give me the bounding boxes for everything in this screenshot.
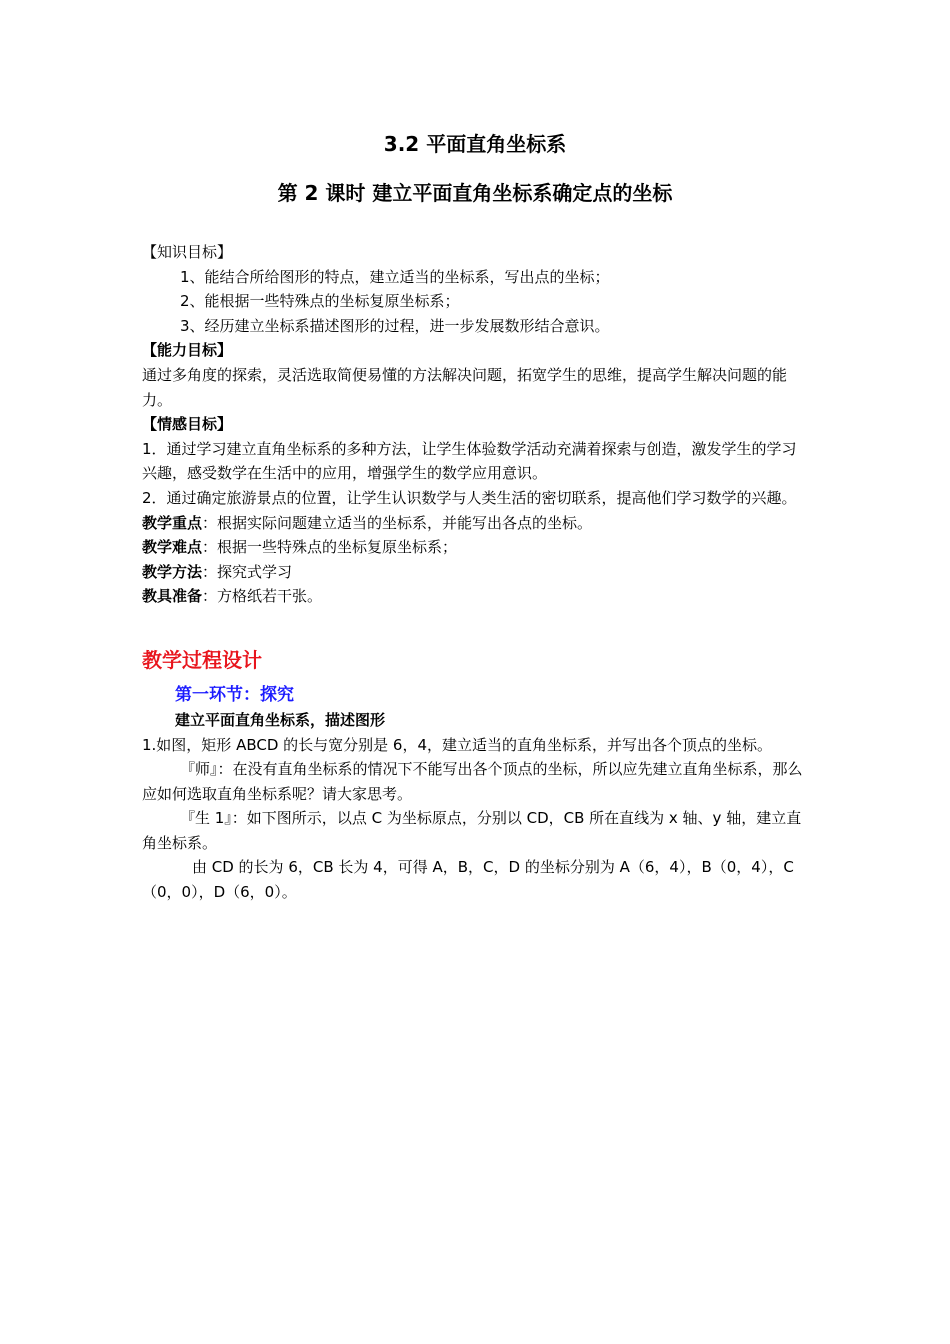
section1-subheading: 建立平面直角坐标系，描述图形 [175, 710, 386, 729]
teacher-remark: 『师』：在没有直角坐标系的情况下不能写出各个顶点的坐标，所以应先建立直角坐标系，那么应如何选取直角坐标系呢？请大家思考。 [142, 760, 803, 803]
teaching-method-label: 教学方法 [142, 562, 203, 581]
problem-1: 1.如图，矩形 ABCD 的长与宽分别是 6，4，建立适当的直角坐标系，并写出各个顶点的坐标。 [142, 735, 773, 754]
teaching-tools [142, 584, 810, 609]
teaching-tools-label: 教具准备 [142, 587, 203, 606]
emotion-heading: 【情感目标】 [142, 415, 233, 434]
ability-heading: 【能力目标】 [142, 341, 233, 360]
teaching-method [142, 560, 810, 585]
document-title: 3.2 平面直角坐标系 [383, 132, 567, 156]
teaching-difficulty [142, 535, 810, 560]
student-1-answer: 『生 1』：如下图所示，以点 C 为坐标原点，分别以 CD，CB 所在直线为 x 轴、y 轴，建立直角坐标系。 [142, 809, 802, 852]
ability-text: 通过多角度的探索，灵活选取简便易懂的方法解决问题，拓宽学生的思维，提高学生解决问题的能力。 [142, 365, 788, 409]
teaching-method-text: ：探究式学习 [202, 562, 293, 581]
knowledge-item-2: 2、能根据一些特殊点的坐标复原坐标系； [180, 292, 460, 311]
process-heading: 教学过程设计 [142, 647, 262, 672]
emotion-item-2: 2．通过确定旅游景点的位置，让学生认识数学与人类生活的密切联系，提高他们学习数学的兴趣。 [142, 488, 797, 507]
section1-heading: 第一环节：探究 [175, 684, 294, 705]
document-body [142, 240, 810, 905]
emotion-item-1: 1．通过学习建立直角坐标系的多种方法，让学生体验数学活动充满着探索与创造，激发学生的学习兴趣，感受数学在生活中的应用，增强学生的数学应用意识。 [142, 439, 797, 483]
teaching-key-label: 教学重点 [142, 513, 203, 532]
knowledge-item-3: 3、经历建立坐标系描述图形的过程，进一步发展数形结合意识。 [180, 316, 610, 335]
teaching-difficulty-label: 教学难点 [142, 538, 203, 557]
teaching-difficulty-text: ：根据一些特殊点的坐标复原坐标系； [202, 538, 458, 557]
lesson-subtitle: 第 2 课时 建立平面直角坐标系确定点的坐标 [277, 181, 673, 205]
knowledge-heading: 【知识目标】 [142, 243, 233, 261]
knowledge-item-1: 1、能结合所给图形的特点，建立适当的坐标系，写出点的坐标； [180, 267, 610, 286]
teaching-tools-text: ：方格纸若干张。 [202, 587, 323, 606]
teaching-key [142, 511, 810, 536]
teaching-key-text: ：根据实际问题建立适当的坐标系，并能写出各点的坐标。 [202, 513, 593, 532]
coordinates-result: 由 CD 的长为 6，CB 长为 4，可得 A，B，C，D 的坐标分别为 A（6，4），B（0，4），C（0，0），D（6，0）。 [142, 858, 794, 902]
